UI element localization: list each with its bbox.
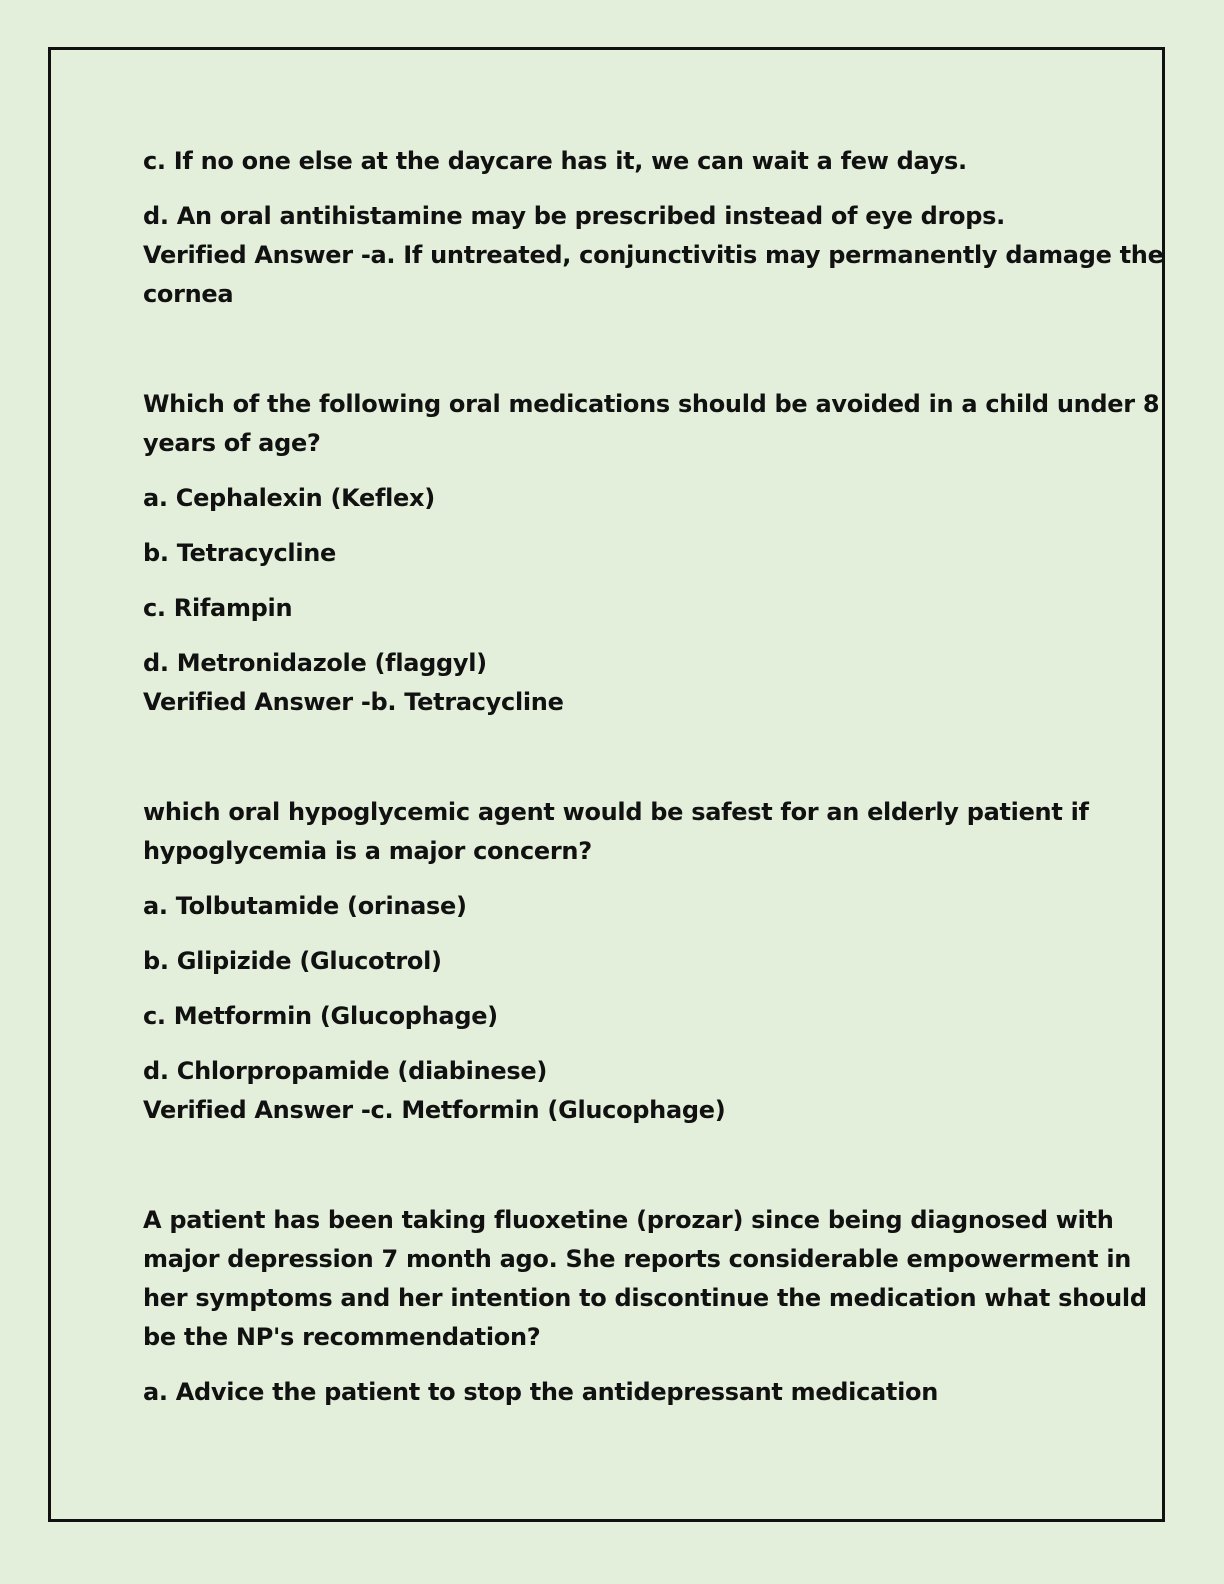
q1-option-c: c. Rifampin bbox=[143, 594, 293, 622]
q1-option-d: d. Metronidazole (flaggyl) bbox=[143, 649, 487, 677]
q2-question-line-2: hypoglycemia is a major concern? bbox=[143, 837, 592, 865]
q2-option-d: d. Chlorpropamide (diabinese) bbox=[143, 1057, 547, 1085]
q2-option-a: a. Tolbutamide (orinase) bbox=[143, 892, 467, 920]
q1-question-line-2: years of age? bbox=[143, 429, 321, 457]
q3-option-a: a. Advice the patient to stop the antidepressant medication bbox=[143, 1378, 938, 1406]
q2-question-line-1: which oral hypoglycemic agent would be safest for an elderly patient if bbox=[143, 798, 1089, 826]
q2-option-c: c. Metformin (Glucophage) bbox=[143, 1002, 498, 1030]
q1-verified-answer: Verified Answer -b. Tetracycline bbox=[143, 688, 564, 716]
q1-option-b: b. Tetracycline bbox=[143, 539, 337, 567]
prev-question-answer-line-1: Verified Answer -a. If untreated, conjunctivitis may permanently damage the bbox=[143, 241, 1164, 269]
prev-question-answer-line-2: cornea bbox=[143, 280, 234, 308]
q3-question-line-3: her symptoms and her intention to discontinue the medication what should bbox=[143, 1284, 1147, 1312]
q3-question-line-1: A patient has been taking fluoxetine (prozar) since being diagnosed with bbox=[143, 1206, 1114, 1234]
q3-question-line-2: major depression 7 month ago. She reports considerable empowerment in bbox=[143, 1245, 1132, 1273]
prev-question-option-d: d. An oral antihistamine may be prescribed instead of eye drops. bbox=[143, 202, 1005, 230]
q1-option-a: a. Cephalexin (Keflex) bbox=[143, 484, 435, 512]
prev-question-option-c: c. If no one else at the daycare has it, we can wait a few days. bbox=[143, 147, 967, 175]
q2-verified-answer: Verified Answer -c. Metformin (Glucophage) bbox=[143, 1096, 726, 1124]
q1-question-line-1: Which of the following oral medications should be avoided in a child under 8 bbox=[143, 390, 1160, 418]
q2-option-b: b. Glipizide (Glucotrol) bbox=[143, 947, 442, 975]
q3-question-line-4: be the NP's recommendation? bbox=[143, 1323, 541, 1351]
